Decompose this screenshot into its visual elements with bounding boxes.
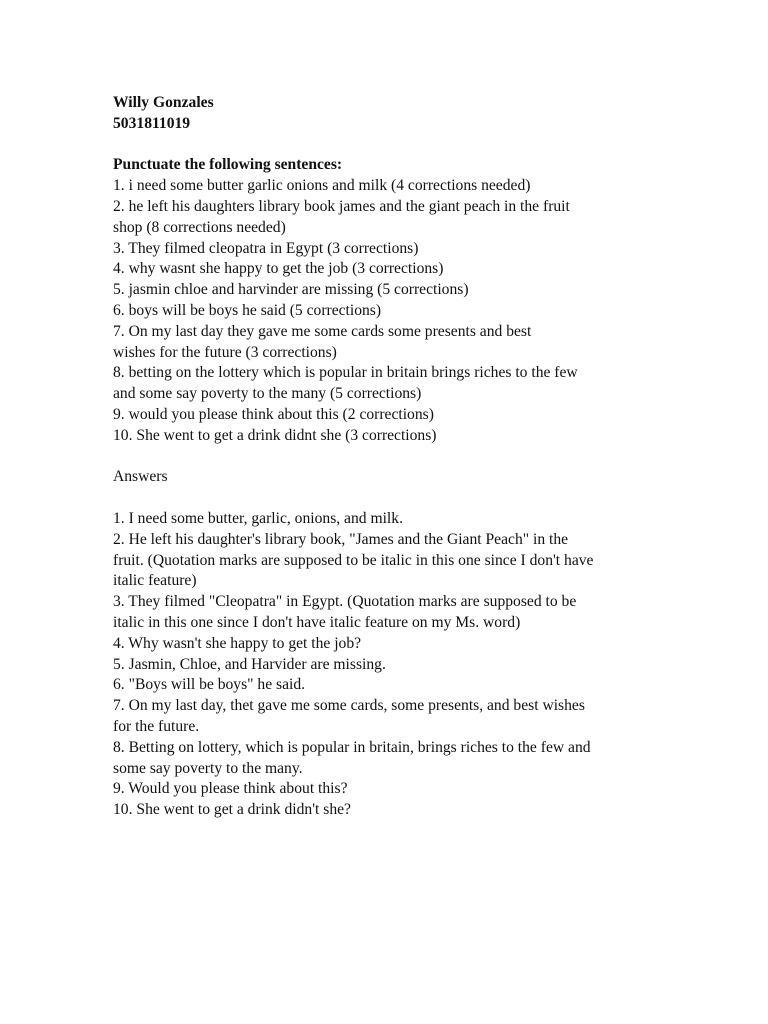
exercise-item <box>113 322 658 364</box>
spacer <box>113 135 658 156</box>
exercise-item <box>113 301 658 322</box>
exercise-item-line: 6. boys will be boys he said (5 corrections) <box>113 301 382 319</box>
spacer <box>113 488 658 509</box>
answer-item <box>113 779 658 800</box>
exercise-item-line: 4. why wasnt she happy to get the job (3 corrections) <box>113 260 444 278</box>
answer-item-line: 4. Why wasn't she happy to get the job? <box>113 634 362 652</box>
answer-item <box>113 696 658 738</box>
student-id: 5031811019 <box>113 114 191 132</box>
answers-heading: Answers <box>113 468 168 486</box>
answer-item-line: for the future. <box>113 717 200 735</box>
answer-item-line: 9. Would you please think about this? <box>113 780 348 798</box>
exercise-heading: Punctuate the following sentences: <box>113 156 343 174</box>
answer-item <box>113 655 658 676</box>
answer-item-line: 5. Jasmin, Chloe, and Harvider are missing. <box>113 655 386 673</box>
answer-item <box>113 530 658 592</box>
exercise-item <box>113 197 658 239</box>
author-name: Willy Gonzales <box>113 94 214 111</box>
answer-item-line: some say poverty to the many. <box>113 759 303 777</box>
exercise-item-line: and some say poverty to the many (5 corrections) <box>113 385 422 403</box>
answer-item-line: 8. Betting on lottery, which is popular in britain, brings riches to the few and <box>113 738 591 756</box>
exercise-item <box>113 363 658 405</box>
answers-list <box>113 509 658 821</box>
answer-item-line: 7. On my last day, thet gave me some cards, some presents, and best wishes <box>113 697 585 715</box>
answer-item-line: 10. She went to get a drink didn't she? <box>113 801 351 819</box>
exercise-item-line: 7. On my last day they gave me some cards some presents and best <box>113 322 532 340</box>
answer-item-line: 6. "Boys will be boys" he said. <box>113 676 306 694</box>
exercise-item <box>113 405 658 426</box>
answer-item-line: fruit. (Quotation marks are supposed to be italic in this one since I don't have <box>113 551 594 569</box>
exercise-item-line: 10. She went to get a drink didnt she (3 corrections) <box>113 426 437 444</box>
exercise-item-line: shop (8 corrections needed) <box>113 218 286 236</box>
document-page <box>113 93 658 821</box>
exercise-item <box>113 280 658 301</box>
exercise-item-line: wishes for the future (3 corrections) <box>113 343 337 361</box>
exercise-item-line: 2. he left his daughters library book james and the giant peach in the fruit <box>113 197 570 215</box>
exercise-item-line: 5. jasmin chloe and harvinder are missing (5 corrections) <box>113 281 469 299</box>
answer-item <box>113 738 658 780</box>
answer-item <box>113 634 658 655</box>
spacer <box>113 447 658 468</box>
exercise-item-line: 3. They filmed cleopatra in Egypt (3 corrections) <box>113 239 419 257</box>
exercise-list <box>113 176 658 446</box>
answer-item <box>113 675 658 696</box>
answer-item-line: italic in this one since I don't have italic feature on my Ms. word) <box>113 613 521 631</box>
exercise-item-line: 1. i need some butter garlic onions and milk (4 corrections needed) <box>113 177 531 195</box>
exercise-item <box>113 239 658 260</box>
answer-item-line: 2. He left his daughter's library book, "James and the Giant Peach" in the <box>113 530 569 548</box>
exercise-item-line: 8. betting on the lottery which is popular in britain brings riches to the few <box>113 364 578 382</box>
exercise-item <box>113 176 658 197</box>
answer-item-line: italic feature) <box>113 572 197 590</box>
exercise-item <box>113 426 658 447</box>
exercise-item <box>113 259 658 280</box>
answer-item <box>113 509 658 530</box>
answer-item-line: 3. They filmed "Cleopatra" in Egypt. (Quotation marks are supposed to be <box>113 593 577 611</box>
answer-item <box>113 800 658 821</box>
answer-item-line: 1. I need some butter, garlic, onions, and milk. <box>113 509 403 527</box>
answer-item <box>113 592 658 634</box>
exercise-item-line: 9. would you please think about this (2 corrections) <box>113 405 434 423</box>
